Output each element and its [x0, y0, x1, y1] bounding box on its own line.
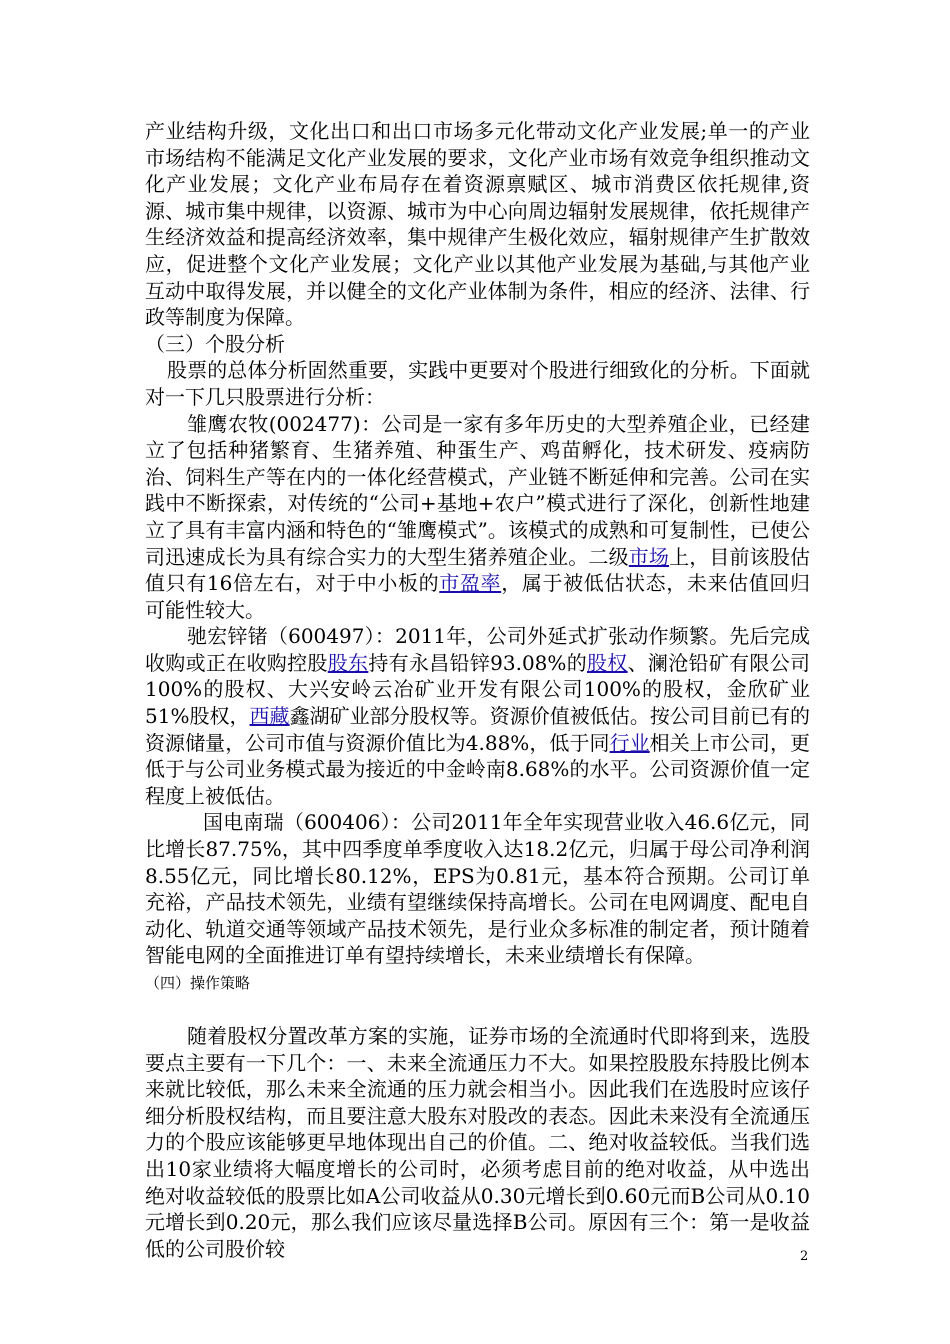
text-segment: 、澜沧铅矿有限公司100%的股权、大兴安岭云冶矿业开发有限公司100%的股权，金欣矿业51%股权，: [145, 650, 811, 729]
paragraph-stock-guodian: 国电南瑞（600406）：公司2011年全年实现营业收入46.6亿元，同比增长87.75%，其中四季度单季度收入达18.2亿元，归属于母公司净利润8.55亿元，同比增长80.12%，EPS为0.81元，基本符合预期。公司订单充裕，产品技术领先，业绩有望继续保持高增长。公司在电网调度、配电自动化、轨道交通等领域产品技术领先，是行业众多标准的制定者，预计随着智能电网的全面推进订单有望持续增长，未来业绩增长有保障。: [145, 810, 810, 968]
text-segment: 鑫湖矿业部分股权等。资源价值被低估。按公司目前已有的资源储量，公司市值与资源价值比为4.88%，低于同: [145, 704, 811, 755]
paragraph-strategy: 随着股权分置改革方案的实施，证券市场的全流通时代即将到来，选股要点主要有一下几个：一、未来全流通压力不大。如果控股股东持股比例本来就比较低，那么未来全流通的压力就会相当小。因此我们在选股时应该仔细分析股权结构，而且要注意大股东对股改的表态。因此未来没有全流通压力的个股应该能够更早地体现出自己的价值。二、绝对收益较低。当我们选出10家业绩将大幅度增长的公司时，必须考虑目前的绝对收益，从中选出绝对收益较低的股票比如A公司收益从0.30元增长到0.60元而B公司从0.10元增长到0.20元，那么我们应该尽量选择B公司。原因有三个：第一是收益低的公司股价较: [145, 1024, 810, 1261]
paragraph-stock-intro: 股票的总体分析固然重要，实践中更要对个股进行细致化的分析。下面就对一下几只股票进行分析：: [145, 358, 810, 409]
text-segment: 持有永昌铅锌93.08%的: [368, 650, 587, 675]
link-tibet[interactable]: 西藏: [249, 704, 290, 729]
text-segment: 相关上市公司，更低于与公司业务模式最为接近的中金岭南8.68%的水平。公司资源价值一定程度上被低估。: [145, 730, 811, 808]
text-segment: ，属于被低估状态，未来估值回归可能性较大。: [145, 571, 811, 622]
paragraph-stock-chihong: [145, 623, 810, 809]
link-industry[interactable]: 行业: [609, 730, 650, 755]
page-number: 2: [800, 1249, 809, 1264]
text-segment: 驰宏锌锗（600497）：2011年，公司外延式扩张动作频繁。先后完成收购或正在收购控股: [145, 624, 810, 675]
paragraph-stock-chuying: [145, 411, 810, 624]
link-shareholder[interactable]: 股东: [327, 650, 369, 675]
paragraph-culture-industry: 产业结构升级，文化出口和出口市场多元化带动文化产业发展;单一的产业市场结构不能满足文化产业发展的要求，文化产业市场有效竞争组织推动文化产业发展；文化产业布局存在着资源禀赋区、城市消费区依托规律,资源、城市集中规律，以资源、城市为中心向周边辐射发展规律，依托规律产生经济效益和提高经济效率，集中规律产生极化效应，辐射规律产生扩散效应，促进整个文化产业发展；文化产业以其他产业发展为基础,与其他产业互动中取得发展，并以健全的文化产业体制为条件，相应的经济、法律、行政等制度为保障。: [145, 119, 810, 330]
text-segment: 雏鹰农牧(002477)：公司是一家有多年历史的大型养殖企业，已经建立了包括种猪繁育、生猪养殖、种蛋生产、鸡苗孵化，技术研发、疫病防治、饲料生产等在内的一体化经营模式，产业链不断延伸和完善。公司在实践中不断探索，对传统的“公司+基地+农户”模式进行了深化，创新性地建立了具有丰富内涵和特色的“雏鹰模式”。该模式的成熟和可复制性，已使公司迅速成长为具有综合实力的大型生猪养殖企业。二级: [145, 411, 810, 569]
link-market[interactable]: 市场: [628, 544, 670, 569]
document-body: [145, 118, 810, 1262]
section-heading-strategy: （四）操作策略: [145, 974, 251, 992]
text-segment: 上，目前该股估值只有16倍左右，对于中小板的: [145, 544, 810, 596]
link-equity[interactable]: 股权: [587, 650, 628, 675]
link-pe-ratio[interactable]: 市盈率: [439, 571, 502, 596]
section-heading-stock-analysis: （三）个股分析: [145, 331, 285, 356]
